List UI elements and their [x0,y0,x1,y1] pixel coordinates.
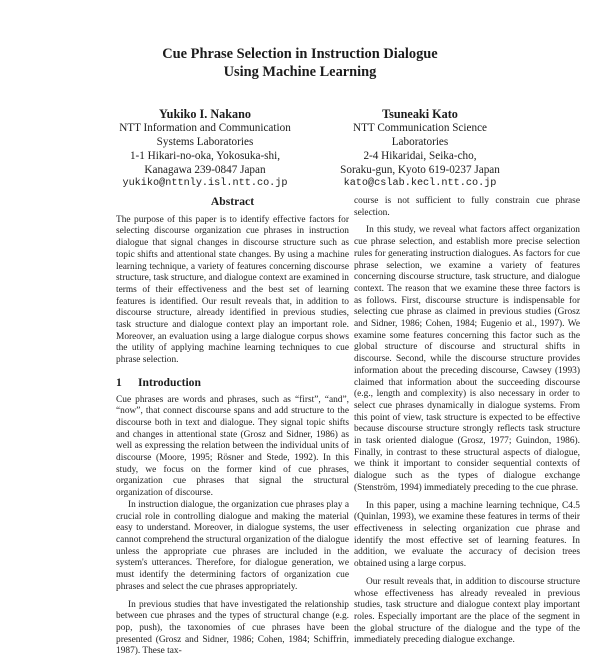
intro-paragraph-2: In instruction dialogue, the organization cue phrases play a crucial role in controlling dialogue and making the material easy to understand. Moreover, in dialogue systems, the user cannot comprehend the structural organization of the dialogue unless the appropriate cue phrases are included in the system's utterances. Therefore, for dialogue generation, we must identify the determining factors of organization cue phrases and select the cue phrases appropriately. [116,500,349,594]
right-column [354,196,580,647]
section-number: 1 [116,377,138,389]
author-name: Yukiko I. Nakano [85,107,325,121]
author-affiliation: Systems Laboratories [85,135,325,149]
author-email: kato@cslab.kecl.ntt.co.jp [300,177,540,191]
author-address: 1-1 Hikari-no-oka, Yokosuka-shi, [85,149,325,163]
intro-paragraph-3: In previous studies that have investigated the relationship between cue phrases and the types of structural change (e.g. pop, push), the taxonomies of cue phrases have been presented (Grosz and Sidner, 1986; Cohen, 1984; Schiffrin, 1987). These tax- [116,600,349,658]
author-block-1 [85,107,325,191]
author-name: Tsuneaki Kato [300,107,540,121]
right-paragraph-3: Our result reveals that, in addition to discourse structure whose effectiveness has already revealed in previous studies, task structure and dialogue context play important roles. Especially important are the place of the segment in the global structure of the dialogue and the type of the immediately preceding dialogue exchange. [354,577,580,647]
author-affiliation: NTT Information and Communication [85,121,325,135]
paper-title [0,45,600,81]
author-affiliation: NTT Communication Science [300,121,540,135]
title-line-2: Using Machine Learning [0,63,600,81]
title-line-1: Cue Phrase Selection in Instruction Dialogue [0,45,600,63]
section-heading [116,377,349,389]
left-column [116,196,349,658]
right-paragraph-2: In this paper, using a machine learning technique, C4.5 (Quinlan, 1993), we examine these features in terms of their effectiveness in selecting organization cue phrase and identify the most effective set of learning features. In addition, we evaluate the accuracy of decision trees obtained using a large corpus. [354,501,580,571]
right-paragraph-0: course is not sufficient to fully constrain cue phrase selection. [354,196,580,219]
author-affiliation: Laboratories [300,135,540,149]
intro-paragraph-1: Cue phrases are words and phrases, such as “first”, “and”, “now”, that connect discourse spans and add structure to the discourse both in text and dialogue. They signal topic shifts and changes in attentional state (Grosz and Sidner, 1986) as well as expressing the relation between the individual units of discourse (Moore, 1995; Rösner and Stede, 1992). In this study, we focus on the former kind of cue phrases, organization cue phrases that signal the structural organization of discourse. [116,395,349,500]
abstract-heading: Abstract [116,196,349,208]
author-email: yukiko@nttnly.isl.ntt.co.jp [85,177,325,191]
section-title: Introduction [138,376,201,389]
author-address: Kanagawa 239-0847 Japan [85,163,325,177]
author-address: Soraku-gun, Kyoto 619-0237 Japan [300,163,540,177]
author-block-2 [300,107,540,191]
abstract-text: The purpose of this paper is to identify effective factors for selecting discourse organization cue phrases in instruction dialogue that signal changes in discourse structure such as topic shifts and attentional state changes. By using a machine learning technique, a variety of features concerning discourse structure, task structure, and dialogue context are examined in terms of their effectiveness and the best set of learning features is identified. Our result reveals that, in addition to discourse structure, already identified in previous studies, task structure and dialogue context play an important role. Moreover, an evaluation using a large dialogue corpus shows the utility of applying machine learning techniques to cue phrase selection. [116,215,349,367]
right-paragraph-1: In this study, we reveal what factors affect organization cue phrase selection, and establish more precise selection rules for generating instruction dialogues. As factors for cue phrase selection, we examine a variety of features concerning discourse structure, task structure, and dialogue context. The reason that we examine these three factors is as follows. First, discourse structure is indispensable for selecting cue phrase as claimed in previous studies (Grosz and Sidner, 1986; Cohen, 1984; Eugenio et al., 1997). We examine some features concerning this factor such as the global structure of discourse and structural shifts in discourse. Second, while the discourse structure provides information about the preceding discourse, Cawsey (1993) claimed that information about the succeeding discourse (e.g., length and complexity) is also necessary in order to select cue phrases dynamically in dialogue systems. From this point of view, task structure is expected to be effective because discourse structure strongly reflects task structure in task oriented dialogue (Grosz, 1977; Guindon, 1986). Finally, in contrast to these structural aspects of dialogue, we think it important to consider sequential contexts of dialogue such as the types of dialogue exchange (Stenström, 1994) immediately preceding to the cue phrase. [354,225,580,494]
author-address: 2-4 Hikaridai, Seika-cho, [300,149,540,163]
